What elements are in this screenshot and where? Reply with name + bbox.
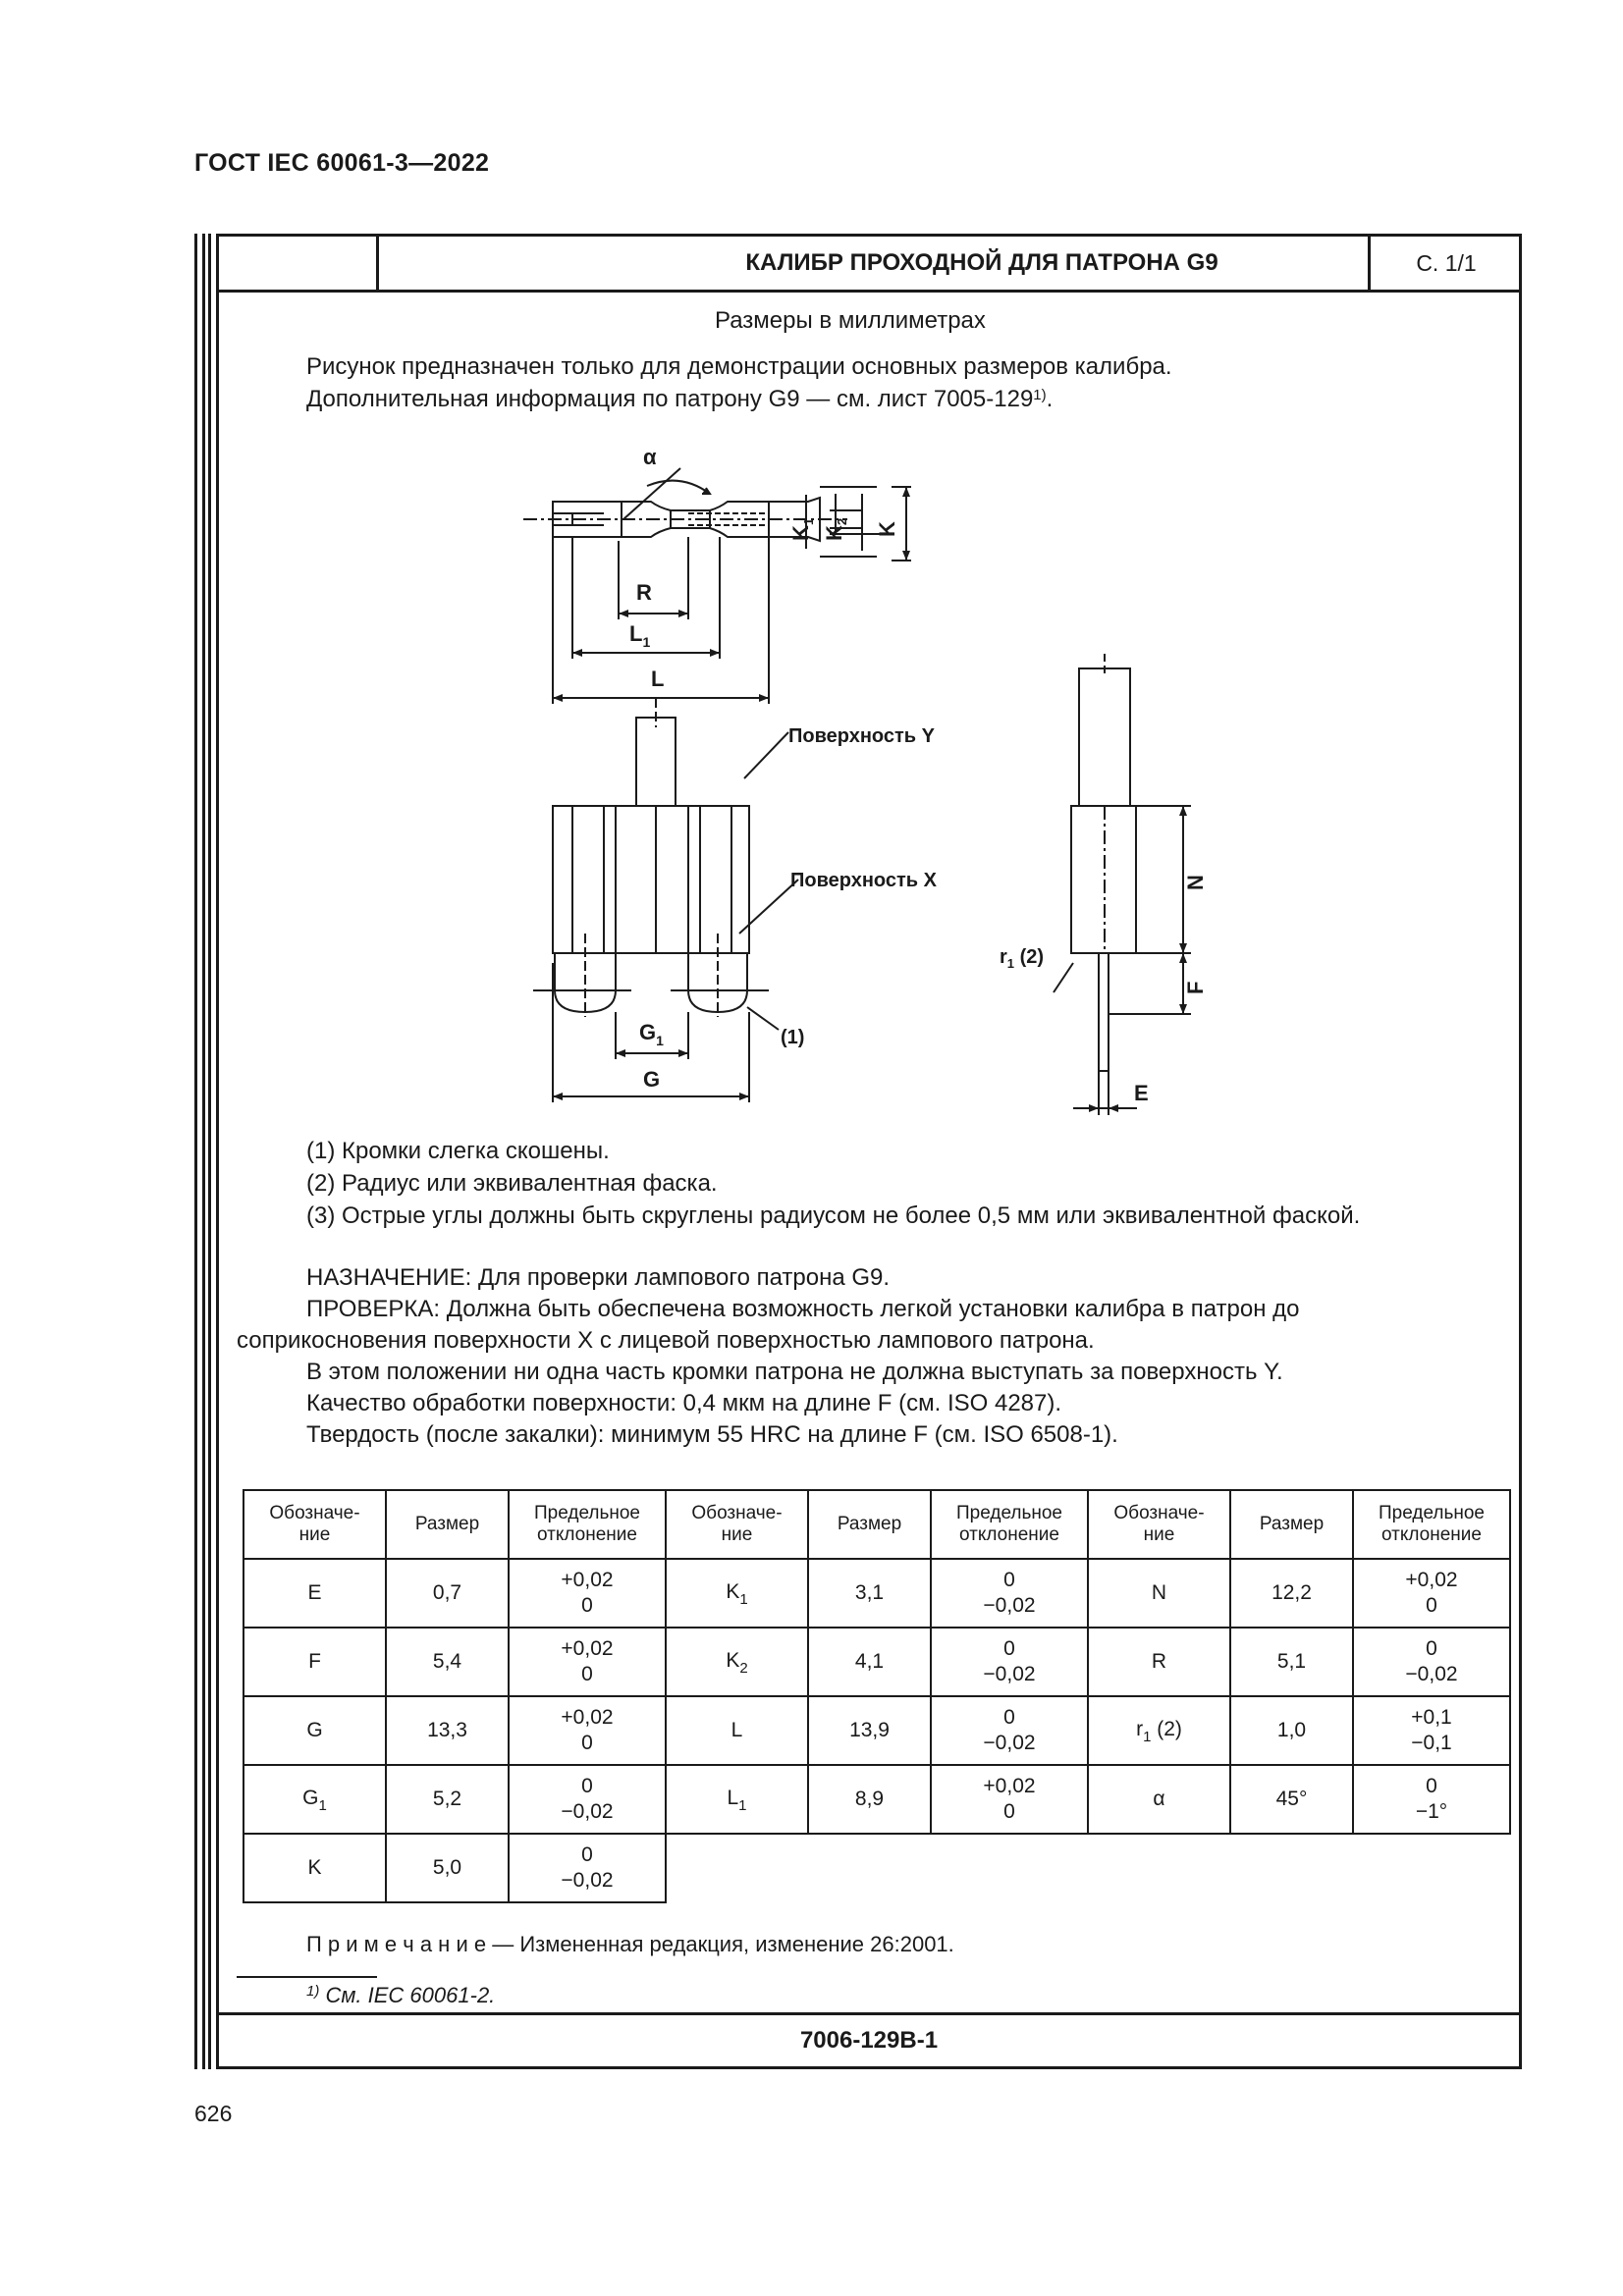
cell-designation: L <box>666 1696 808 1765</box>
header-deviation: Предельное отклонение <box>1353 1490 1510 1559</box>
cell-size: 8,9 <box>808 1765 931 1834</box>
cell-size: 5,0 <box>386 1834 509 1902</box>
position-line: В этом положении ни одна часть кромки патрона не должна выступать за поверхность Y. <box>306 1359 1283 1385</box>
cell-designation: R <box>1088 1628 1230 1696</box>
cell-deviation: +0,1 −0,1 <box>1353 1696 1510 1765</box>
label-l: L <box>651 667 665 691</box>
sheet-number: 7006-129B-1 <box>219 2012 1519 2066</box>
header-size: Размер <box>386 1490 509 1559</box>
cell-deviation: 0 −0,02 <box>509 1765 666 1834</box>
cell-deviation: 0 −0,02 <box>931 1696 1088 1765</box>
cell-designation: $K_1$ <box>666 1559 808 1628</box>
table-header-row <box>243 1490 1510 1559</box>
cell-size: 0,7 <box>386 1559 509 1628</box>
cell-size: 5,2 <box>386 1765 509 1834</box>
cell-size: 4,1 <box>808 1628 931 1696</box>
change-note: П р и м е ч а н и е — Измененная редакция, изменение 26:2001. <box>306 1932 954 1956</box>
check-line-b: соприкосновения поверхности X с лицевой поверхностью лампового патрона. <box>237 1327 1095 1354</box>
cell-designation: $G_1$ <box>243 1765 386 1834</box>
label-r: R <box>636 580 652 605</box>
cell-deviation: 0 −0,02 <box>1353 1628 1510 1696</box>
intro-line-1: Рисунок предназначен только для демонстрации основных размеров калибра. <box>306 353 1172 380</box>
cell-deviation: +0,02 0 <box>931 1765 1088 1834</box>
purpose-line: НАЗНАЧЕНИЕ: Для проверки лампового патрона G9. <box>306 1264 891 1291</box>
note-line-3: (3) Острые углы должны быть скруглены радиусом не более 0,5 мм или эквивалентной фаской. <box>306 1202 1361 1229</box>
cell-designation: F <box>243 1628 386 1696</box>
cell-deviation: 0 −0,02 <box>931 1559 1088 1628</box>
label-alpha: α <box>643 445 657 469</box>
header-deviation: Предельное отклонение <box>509 1490 666 1559</box>
sheet-title: КАЛИБР ПРОХОДНОЙ ДЛЯ ПАТРОНА G9 <box>745 249 1218 276</box>
label-surface-y: Поверхность Y <box>788 725 935 747</box>
margin-line <box>208 234 211 2069</box>
header-designation: Обозначе- ние <box>666 1490 808 1559</box>
cell-designation: N <box>1088 1559 1230 1628</box>
cell-size: 13,9 <box>808 1696 931 1765</box>
sheet-frame <box>216 234 1522 2069</box>
cell-designation: G <box>243 1696 386 1765</box>
cell-designation: E <box>243 1559 386 1628</box>
header-designation: Обозначе- ние <box>1088 1490 1230 1559</box>
cell-designation: $L_1$ <box>666 1765 808 1834</box>
document-header: ГОСТ IEC 60061-3—2022 <box>194 149 490 177</box>
dimension-table <box>243 1489 1511 1903</box>
cell-deviation: +0,02 0 <box>509 1696 666 1765</box>
table-row <box>243 1559 1510 1628</box>
cell-deviation: 0 −0,02 <box>931 1628 1088 1696</box>
sheet-page-ref: С. 1/1 <box>1368 237 1522 290</box>
label-g: G <box>643 1067 661 1092</box>
gauge-drawing <box>219 237 1519 1120</box>
cell-designation: $K_2$ <box>666 1628 808 1696</box>
margin-line <box>194 234 197 2069</box>
label-g1: $G_1$ <box>639 1020 664 1048</box>
margin-line <box>202 234 205 2069</box>
footnote: $^{1)}$ См. IEC 60061-2. <box>306 1983 496 2007</box>
hardness-line: Твердость (после закалки): минимум 55 HRC на длине F (см. ISO 6508-1). <box>306 1421 1118 1448</box>
empty-area <box>666 1834 1510 1902</box>
table-row <box>243 1628 1510 1696</box>
cell-size: 12,2 <box>1230 1559 1353 1628</box>
cell-deviation: 0 −1° <box>1353 1765 1510 1834</box>
cell-designation: α <box>1088 1765 1230 1834</box>
cell-designation: K <box>243 1834 386 1902</box>
units-note: Размеры в миллиметрах <box>715 307 986 334</box>
check-line-a: ПРОВЕРКА: Должна быть обеспечена возможность легкой установки калибра в патрон до <box>306 1296 1300 1322</box>
label-l1: $L_1$ <box>629 621 651 650</box>
header-designation: Обозначе- ние <box>243 1490 386 1559</box>
label-n: N <box>1183 875 1208 890</box>
cell-size: 3,1 <box>808 1559 931 1628</box>
cell-size: 5,4 <box>386 1628 509 1696</box>
table-row <box>243 1765 1510 1834</box>
cell-deviation: 0 −0,02 <box>509 1834 666 1902</box>
label-note-1: (1) <box>781 1027 805 1048</box>
cell-designation: $r_1$ (2) <box>1088 1696 1230 1765</box>
label-k: K <box>875 521 899 537</box>
intro-line-2: Дополнительная информация по патрону G9 — см. лист 7005-129$^{1)}$. <box>306 386 1054 412</box>
note-line-2: (2) Радиус или эквивалентная фаска. <box>306 1170 718 1197</box>
label-r1: $r_1$ (2) <box>1000 946 1045 971</box>
cell-size: 45° <box>1230 1765 1353 1834</box>
note-line-1: (1) Кромки слегка скошены. <box>306 1138 610 1164</box>
label-k1: $K_1$ <box>788 517 816 541</box>
footnote-rule <box>237 1976 377 1978</box>
header-size: Размер <box>808 1490 931 1559</box>
table-row <box>243 1696 1510 1765</box>
header-deviation: Предельное отклонение <box>931 1490 1088 1559</box>
header-size: Размер <box>1230 1490 1353 1559</box>
finish-line: Качество обработки поверхности: 0,4 мкм на длине F (см. ISO 4287). <box>306 1390 1062 1416</box>
cell-deviation: +0,02 0 <box>1353 1559 1510 1628</box>
label-f: F <box>1183 981 1208 994</box>
label-e: E <box>1134 1081 1149 1105</box>
cell-size: 5,1 <box>1230 1628 1353 1696</box>
page-number: 626 <box>194 2101 233 2126</box>
cell-size: 13,3 <box>386 1696 509 1765</box>
cell-deviation: +0,02 0 <box>509 1559 666 1628</box>
table-row <box>243 1834 1510 1902</box>
cell-deviation: +0,02 0 <box>509 1628 666 1696</box>
label-surface-x: Поверхность X <box>790 870 937 891</box>
label-k2: $K_2$ <box>822 517 849 541</box>
cell-size: 1,0 <box>1230 1696 1353 1765</box>
